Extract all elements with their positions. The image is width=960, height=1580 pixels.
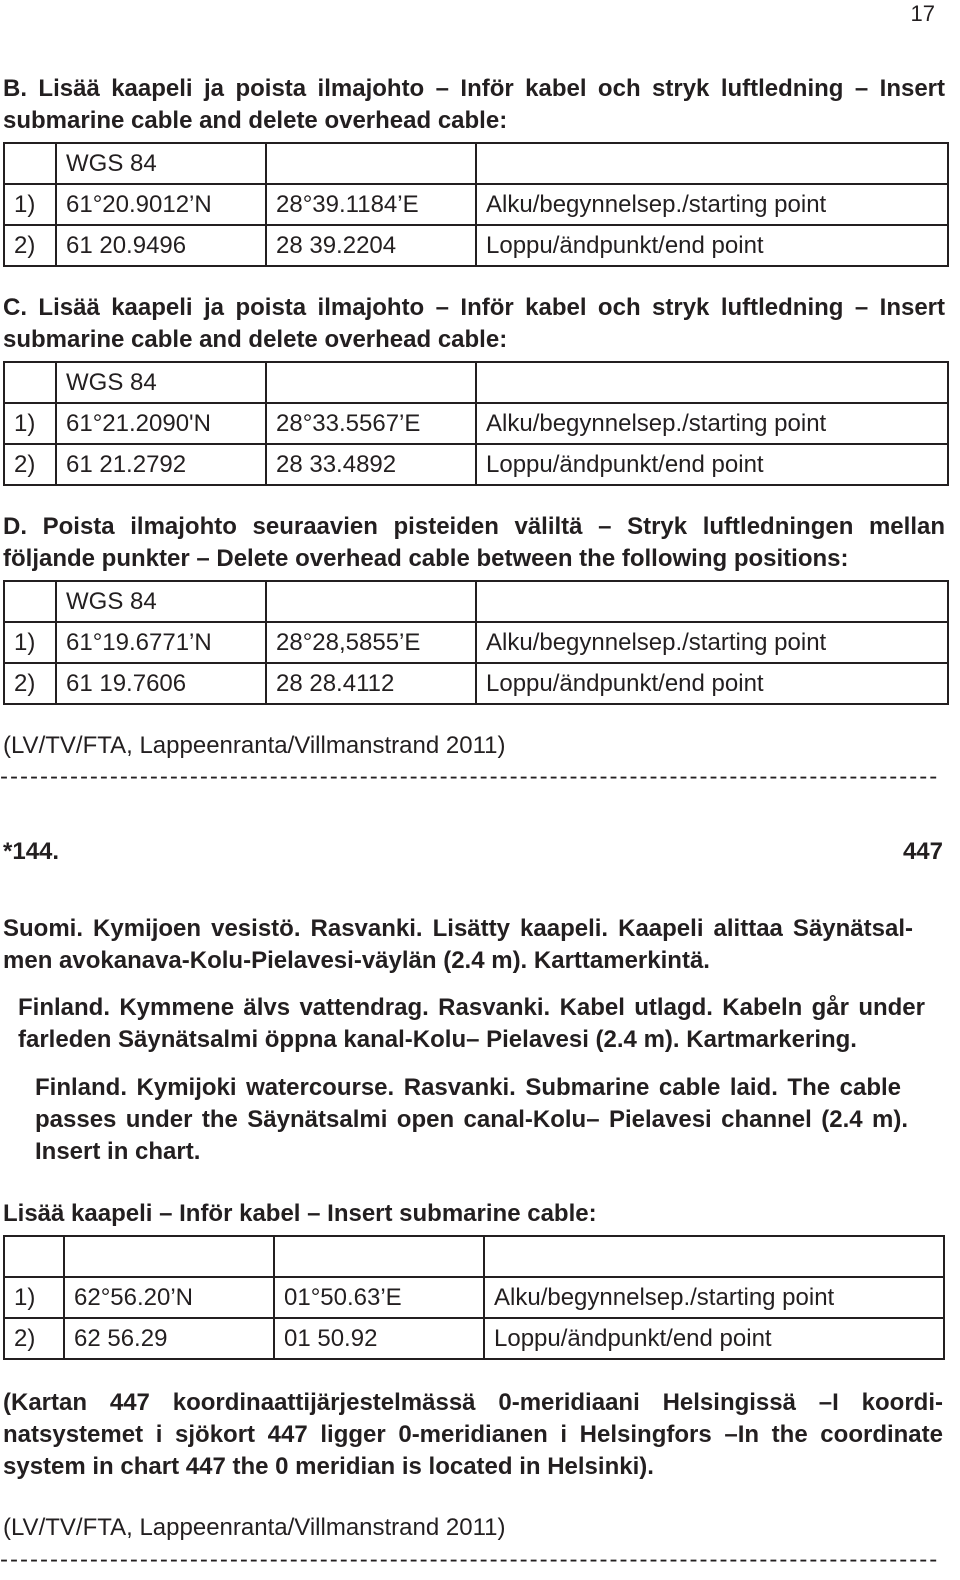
text-line: Insert in chart. [35, 1138, 201, 1165]
text-line: Finland. Kymijoki watercourse. Rasvanki. Submarine cable laid. The cable [35, 1074, 901, 1101]
table-row [4, 225, 948, 266]
notice-text-sv [18, 992, 925, 1056]
row-number: 1) [4, 1277, 64, 1318]
separator-line: ---------------------------------------------------------------------------------------------- [0, 1546, 940, 1573]
header-cell [484, 1236, 944, 1277]
row-number: 1) [4, 403, 56, 444]
point-description: Alku/begynnelsep./starting point [484, 1277, 944, 1318]
latitude: 61 19.7606 [56, 663, 266, 704]
text-line: farleden Säynätsalmi öppna kanal-Kolu– Pielavesi (2.4 m). Kartmarkering. [18, 1026, 857, 1053]
point-description: Alku/begynnelsep./starting point [476, 403, 948, 444]
header-cell [476, 143, 948, 184]
note-line: (Kartan 447 koordinaattijärjestelmässä 0-meridiaani Helsingissä –I koordi- [3, 1389, 943, 1416]
point-description: Loppu/ändpunkt/end point [476, 225, 948, 266]
latitude: 61°20.9012’N [56, 184, 266, 225]
header-cell [266, 581, 476, 622]
table-row [4, 663, 948, 704]
coord-system-label: WGS 84 [56, 143, 266, 184]
row-number: 2) [4, 1318, 64, 1359]
header-cell [4, 1236, 64, 1277]
source-credit: (LV/TV/FTA, Lappeenranta/Villmanstrand 2011) [3, 732, 506, 759]
coordinates-table-144 [3, 1235, 945, 1360]
row-number: 1) [4, 622, 56, 663]
longitude: 28°39.1184’E [266, 184, 476, 225]
point-description: Loppu/ändpunkt/end point [484, 1318, 944, 1359]
coord-system-label: WGS 84 [56, 362, 266, 403]
table-header-row [4, 143, 948, 184]
longitude: 28°28,5855’E [266, 622, 476, 663]
longitude: 28 39.2204 [266, 225, 476, 266]
header-cell [476, 362, 948, 403]
longitude: 28 33.4892 [266, 444, 476, 485]
coord-system-label: WGS 84 [56, 581, 266, 622]
longitude: 01 50.92 [274, 1318, 484, 1359]
notice-text-fi [3, 913, 913, 977]
table-row [4, 184, 948, 225]
heading-line: D. Poista ilmajohto seuraavien pisteiden väliltä – Stryk luftledningen mellan [3, 513, 945, 540]
point-description: Loppu/ändpunkt/end point [476, 663, 948, 704]
longitude: 28 28.4112 [266, 663, 476, 704]
longitude: 01°50.63’E [274, 1277, 484, 1318]
row-number: 2) [4, 444, 56, 485]
section-b-heading [3, 73, 945, 137]
header-cell [4, 143, 56, 184]
heading-line: C. Lisää kaapeli ja poista ilmajohto – Inför kabel och stryk luftledning – Insert [3, 294, 945, 321]
table-row [4, 403, 948, 444]
note-line: system in chart 447 the 0 meridian is located in Helsinki). [3, 1453, 654, 1480]
header-cell [274, 1236, 484, 1277]
point-description: Alku/begynnelsep./starting point [476, 184, 948, 225]
table-row [4, 444, 948, 485]
point-description: Loppu/ändpunkt/end point [476, 444, 948, 485]
table-header-row [4, 1236, 944, 1277]
table-row [4, 1277, 944, 1318]
latitude: 62 56.29 [64, 1318, 274, 1359]
longitude: 28°33.5567’E [266, 403, 476, 444]
page-number: 17 [910, 1, 935, 26]
table-header-row [4, 362, 948, 403]
row-number: 2) [4, 663, 56, 704]
source-credit: (LV/TV/FTA, Lappeenranta/Villmanstrand 2011) [3, 1514, 506, 1541]
coordinate-note [3, 1387, 943, 1483]
table-heading: Lisää kaapeli – Inför kabel – Insert submarine cable: [3, 1200, 597, 1227]
header-cell [64, 1236, 274, 1277]
latitude: 61 21.2792 [56, 444, 266, 485]
coordinates-table-b [3, 142, 949, 267]
text-line: passes under the Säynätsalmi open canal-Kolu– Pielavesi channel (2.4 m). [35, 1106, 908, 1133]
header-cell [4, 362, 56, 403]
header-cell [266, 143, 476, 184]
coordinates-table-c [3, 361, 949, 486]
header-cell [4, 581, 56, 622]
section-d-heading [3, 511, 945, 575]
latitude: 62°56.20’N [64, 1277, 274, 1318]
separator-line: ---------------------------------------------------------------------------------------------- [0, 763, 940, 790]
header-cell [476, 581, 948, 622]
row-number: 1) [4, 184, 56, 225]
heading-line: B. Lisää kaapeli ja poista ilmajohto – Inför kabel och stryk luftledning – Insert [3, 75, 945, 102]
coordinates-table-d [3, 580, 949, 705]
notice-number: *144. [3, 838, 60, 865]
point-description: Alku/begynnelsep./starting point [476, 622, 948, 663]
latitude: 61°19.6771’N [56, 622, 266, 663]
text-line: Finland. Kymmene älvs vattendrag. Rasvanki. Kabel utlagd. Kabeln går under [18, 994, 925, 1021]
heading-line: submarine cable and delete overhead cable: [3, 107, 508, 134]
text-line: Suomi. Kymijoen vesistö. Rasvanki. Lisätty kaapeli. Kaapeli alittaa Säynätsal- [3, 915, 913, 942]
text-line: men avokanava-Kolu-Pielavesi-väylän (2.4 m). Karttamerkintä. [3, 947, 710, 974]
heading-line: submarine cable and delete overhead cable: [3, 326, 508, 353]
table-row [4, 1318, 944, 1359]
latitude: 61°21.2090'N [56, 403, 266, 444]
notice-text-en [35, 1072, 908, 1168]
heading-line: följande punkter – Delete overhead cable between the following positions: [3, 545, 849, 572]
table-header-row [4, 581, 948, 622]
table-row [4, 622, 948, 663]
header-cell [266, 362, 476, 403]
section-c-heading [3, 292, 945, 356]
row-number: 2) [4, 225, 56, 266]
chart-number: 447 [902, 838, 943, 865]
note-line: natsystemet i sjökort 447 ligger 0-meridianen i Helsingfors –In the coordinate [3, 1421, 943, 1448]
latitude: 61 20.9496 [56, 225, 266, 266]
